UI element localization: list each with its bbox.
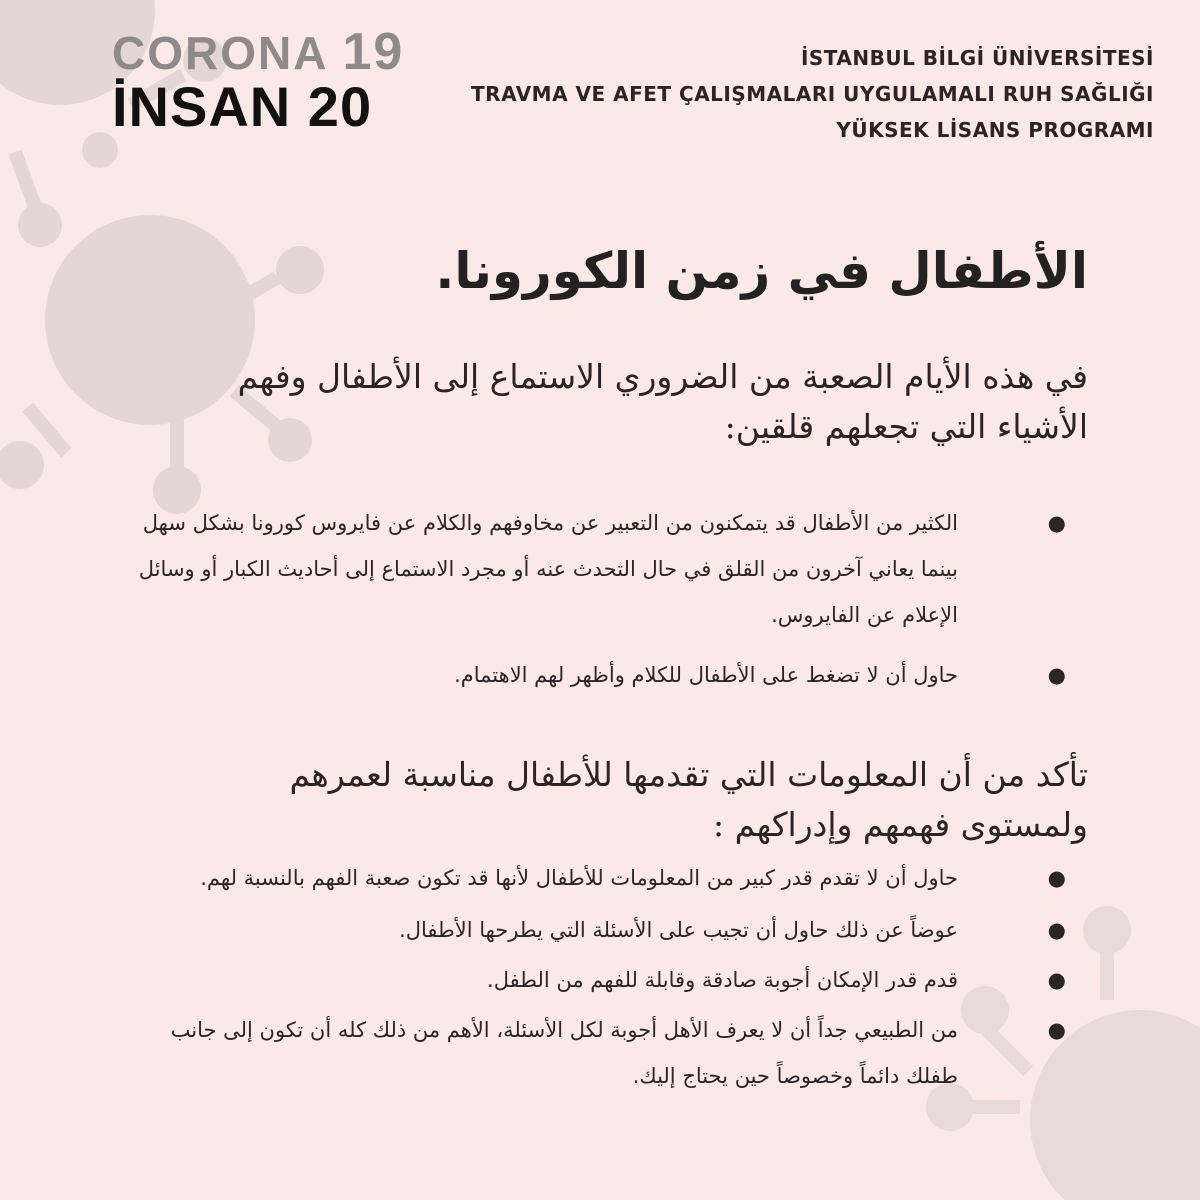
list-item <box>128 855 1088 901</box>
bullet-icon: ● <box>1047 866 1066 890</box>
list-item <box>128 907 1088 953</box>
section-2-list <box>128 855 1088 1099</box>
section-1 <box>128 500 1088 698</box>
bullet-icon: ● <box>1047 511 1066 535</box>
logo-insan-line: İNSAN 20 <box>112 75 373 138</box>
logo-corona-text: CORONA <box>112 27 329 79</box>
logo-corona-line <box>112 23 405 81</box>
list-item <box>128 1007 1088 1099</box>
institution-line-1: İSTANBUL BİLGİ ÜNİVERSİTESİ <box>800 46 1154 70</box>
list-item-text: عوضاً عن ذلك حاول أن تجيب على الأسئلة التي يطرحها الأطفال. <box>399 918 958 942</box>
institution-line-3: YÜKSEK LİSANS PROGRAMI <box>836 118 1154 142</box>
list-item-text: قدم قدر الإمكان أجوبة صادقة وقابلة للفهم من الطفل. <box>487 968 958 992</box>
corona-insan-logo <box>112 23 405 138</box>
list-item-text: من الطبيعي جداً أن لا يعرف الأهل أجوبة لكل الأسئلة، الأهم من ذلك كله أن تكون إلى جانب طفلك دائماً وخصوصاً حين يحتاج إليك. <box>170 1018 958 1088</box>
bullet-icon: ● <box>1047 918 1066 942</box>
list-item-text: حاول أن لا تقدم قدر كبير من المعلومات للأطفال لأنها قد تكون صعبة الفهم بالنسبة لهم. <box>200 866 958 890</box>
list-item <box>128 957 1088 1003</box>
section-heading: تأكد من أن المعلومات التي تقدمها للأطفال مناسبة لعمرهم ولمستوى فهمهم وإدراكهم : <box>289 755 1088 844</box>
bullet-icon: ● <box>1047 968 1066 992</box>
section-2 <box>128 855 1088 1099</box>
bullet-icon: ● <box>1047 1018 1066 1042</box>
list-item <box>128 500 1088 638</box>
logo-corona-number: 19 <box>342 23 405 81</box>
list-item <box>128 652 1088 698</box>
institution-header <box>471 40 1154 148</box>
institution-line-2: TRAVMA VE AFET ÇALIŞMALARI UYGULAMALI RUH SAĞLIĞI <box>471 82 1154 106</box>
bullet-icon: ● <box>1047 663 1066 687</box>
page-title: الأطفال في زمن الكورونا. <box>435 242 1088 300</box>
section-1-list <box>128 500 1088 698</box>
list-item-text: الكثير من الأطفال قد يتمكنون من التعبير عن مخاوفهم والكلام عن فايروس كورونا بشكل سهل بينما يعاني آخرون من القلق في حال التحدث عنه أو مجرد الاستماع إلى أحاديث الكبار أو وسائل الإعلام عن الفايروس. <box>138 511 958 627</box>
list-item-text: حاول أن لا تضغط على الأطفال للكلام وأظهر لهم الاهتمام. <box>454 663 958 687</box>
intro-paragraph: في هذه الأيام الصعبة من الضروري الاستماع إلى الأطفال وفهم الأشياء التي تجعلهم قلقين: <box>237 357 1088 446</box>
